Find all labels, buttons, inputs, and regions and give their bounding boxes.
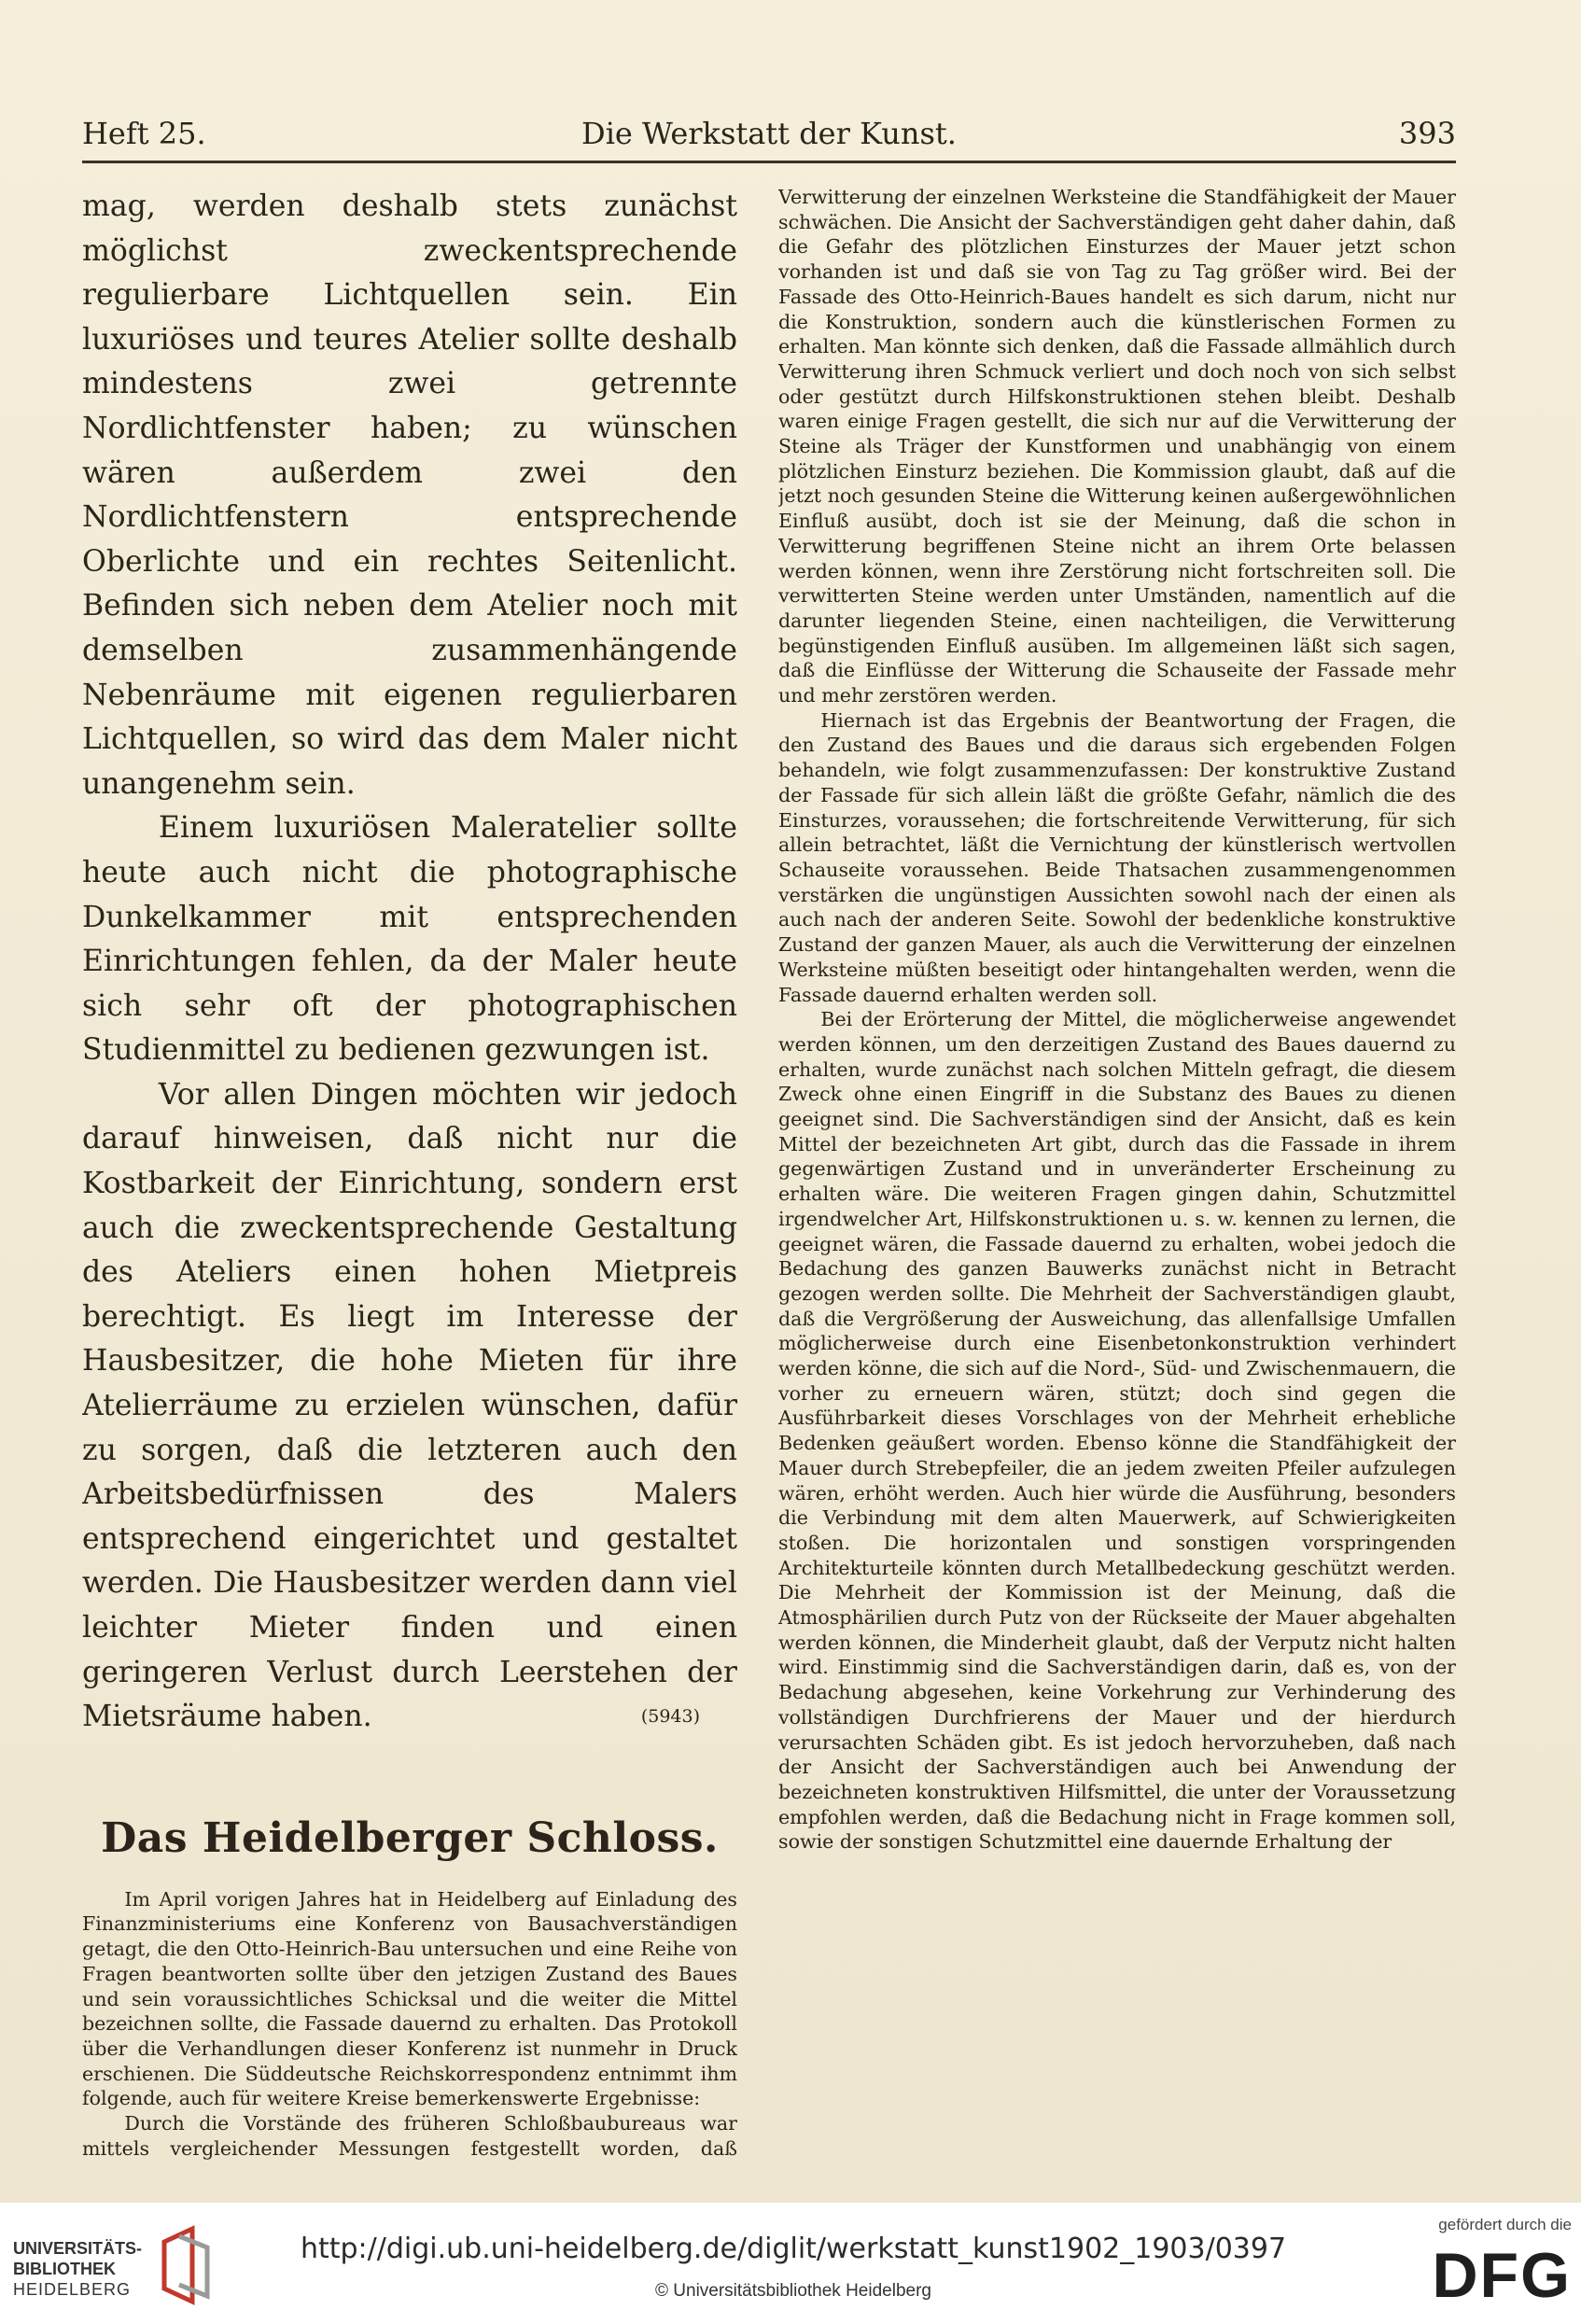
article-body [82,1887,737,2163]
issue-label: Heft 25. [82,116,206,151]
paragraph: Verwitterung der einzelnen Werksteine die Standfähigkeit der Mauer schwächen. Die Ansicht der Sachverständigen geht daher dahin, daß die Gefahr des plötzlichen Einsturzes der Mauer jetzt schon vorhanden ist und daß sie von Tag zu Tag größer wird. Bei der Fassade des Otto-Heinrich-Baues handelt es sich darum, nicht nur die Konstruktion, sondern auch die künstlerischen Formen zu erhalten. Man könnte sich denken, daß die Fassade allmählich durch Verwitterung ihren Schmuck verliert und doch noch von sich selbst oder gestützt durch Hilfskonstruktionen stehen bleibt. Deshalb waren einige Fragen gestellt, die sich nur auf die Verwitterung der Steine als Träger der Kunstformen und unabhängig von einem plötzlichen Einsturz beziehen. Die Kommission glaubt, daß auf die jetzt noch gesunden Steine die Witterung keinen außergewöhnlichen Einfluß ausübt, doch ist sie der Meinung, daß die schon in Verwitterung begriffenen Steine nicht an ihrem Orte belassen werden können, wenn ihre Zerstörung nicht fortschreiten soll. Die verwitterten Steine werden unter Umständen, namentlich auf die darunter liegenden Steine, einen nachteiligen, die Verwitterung begünstigenden Einfluß ausüben. Im allgemeinen läßt sich sagen, daß die Einflüsse der Witterung die Schauseite der Fassade mehr und mehr zerstören werden. [778,186,1456,707]
paragraph: Im April vorigen Jahres hat in Heidelberg auf Einladung des Finanzministeriums eine Konferenz von Bausachverständigen getagt, die den Otto-Heinrich-Bau untersuchen und eine Reihe von Fragen beantworten sollte über den jetzigen Zustand des Baues und sein voraussichtliches Schicksal und die weiter die Mittel bezeichnen sollte, die Fassade dauernd zu erhalten. Das Protokoll über die Verhandlungen dieser Konferenz ist nunmehr in Druck erschienen. Die Süddeutsche Reichskorrespondenz entnimmt ihm folgende, auch für weitere Kreise bemerkenswerte Ergebnisse: [82,1887,737,2110]
paragraph: Hiernach ist das Ergebnis der Beantwortung der Fragen, die den Zustand des Baues und die daraus sich ergebenden Folgen behandeln, wie folgt zusammenzufassen: Der konstruktive Zustand der Fassade für sich allein läßt die größte Gefahr, nämlich die des Einsturzes, voraussehen; die fortschreitende Verwitterung, für sich allein betrachtet, läßt die Vernichtung der künstlerisch wertvollen Schauseite voraussehen. Beide Thatsachen zusammengenommen verstärken die ungünstigen Aussichten sowohl nach der einen als auch nach der anderen Seite. Sowohl der bedenkliche konstruktive Zustand der ganzen Mauer, als auch die Verwitterung der einzelnen Werksteine müßten beseitigt oder hintangehalten werden, wenn die Fassade dauernd erhalten werden soll. [778,708,1456,1006]
paragraph: Bei der Erörterung der Mittel, die möglicherweise angewendet werden können, um den derzeitigen Zustand des Baues dauernd zu erhalten, wurde zunächst nach solchen Mitteln gefragt, die diesem Zweck ohne einen Eingriff in die Substanz des Baues zu dienen geeignet sind. Die Sachverständigen sind der Ansicht, daß es kein Mittel der bezeichneten Art gibt, durch das die Fassade in ihrem gegenwärtigen Zustand und in unveränderter Erscheinung zu erhalten wäre. Die weiteren Fragen gingen dahin, Schutzmittel irgendwelcher Art, Hilfskonstruktionen u. s. w. kennen zu lernen, die geeignet wären, die Fassade dauernd zu erhalten, wobei jedoch die Bedachung des ganzen Bauwerks zunächst nicht in Betracht gezogen werden sollte. Die Mehrheit der Sachverständigen glaubt, daß die Vergrößerung der Ausweichung, das allenfallsige Umfallen möglicherweise durch eine Eisenbetonkonstruktion verhindert werden könne, die sich auf die Nord-, Süd- und Zwischenmauern, die vorher zu erneuern wären, stützt; doch sind gegen die Ausführbarkeit dieses Vorschlages von der Mehrheit erhebliche Bedenken geäußert worden. Ebenso könne die Standfähigkeit der Mauer durch Strebepfeiler, die an jedem zweiten Pfeiler aufzulegen wären, erhöht werden. Auch hier würde die Ausführung, besonders die Verbindung mit dem alten Mauerwerk, auf Schwierigkeiten stoßen. Die horizontalen und sonstigen vorspringenden Architekturteile könnten durch Metallbedeckung geschützt werden. Die Mehrheit der Kommission ist der Meinung, daß die Atmosphärilien durch Putz von der Rückseite der Mauer abgehalten werden können, die Minderheit glaubt, daß der Verputz nicht halten wird. Einstimmig sind die Sachverständigen darin, daß es, von der Bedachung abgesehen, keine Vorkehrung zur Verhinderung des vollständigen Durchfrierens der Mauer und der hierdurch verursachten Schäden gibt. Es ist jedoch hervorzuheben, daß nach der Ansicht der Sachverständigen auch bei Anwendung der bezeichneten konstruktiven Hilfsmittel, die unter der Voraussetzung empfohlen werden, daß die Bedachung nicht in Frage kommen soll, sowie der sonstigen Schutzmittel eine dauernde Erhaltung der [778,1008,1456,1854]
left-column [82,185,737,2163]
library-logo[interactable] [13,2223,330,2307]
paragraph: Einem luxuriösen Maleratelier sollte heute auch nicht die photographische Dunkelkammer mit entsprechenden Einrichtungen fehlen, da der Maler heute sich sehr oft der photographischen Studienmittel zu bedienen gezwungen ist. [82,811,737,1068]
page-number: 393 [1398,116,1456,151]
reference-number: (5943) [640,1706,700,1728]
library-name [13,2238,153,2300]
paragraph: Durch die Vorstände des früheren Schloßbaubureaus war mittels vergleichender Messungen festgestellt worden, daß [82,2112,737,2160]
footer-bar [0,2203,1581,2324]
article-body-continued [778,185,1456,1855]
library-name-line: UNIVERSITÄTS- [13,2239,143,2258]
right-column [778,185,1456,2173]
funding-note: gefördert durch die [1438,2216,1572,2233]
paragraph: mag, werden deshalb stets zunächst möglichst zweckentsprechende regulierbare Lichtquellen sein. Ein luxuriöses und teures Atelier sollte deshalb mindestens zwei getrennte Nordlichtfenster haben; zu wünschen wären außerdem zwei den Nordlichtfenstern entsprechende Oberlichte und ein rechtes Seitenlicht. Befinden sich neben dem Atelier noch mit demselben zusammenhängende Nebenräume mit eigenen regulierbaren Lichtquellen, so wird das dem Maler nicht unangenehm sein. [82,189,737,801]
paragraph [82,1073,737,1740]
permalink-url[interactable]: http://digi.ub.uni-heidelberg.de/diglit/werkstatt_kunst1902_1903/0397 [300,2233,1287,2265]
paragraph-text: Vor allen Dingen möchten wir jedoch darauf hinweisen, daß nicht nur die Kostbarkeit der Einrichtung, sondern erst auch die zweckentsprechende Gestaltung des Ateliers einen hohen Mietpreis berechtigt. Es liegt im Interesse der Hausbesitzer, die hohe Mieten für ihre Atelierräume zu erzielen wünschen, dafür zu sorgen, daß die letzteren auch den Arbeitsbedürfnissen des Malers entsprechend eingerichtet und gestaltet werden. Die Hausbesitzer werden dann viel leichter Mieter finden und einen geringeren Verlust durch Leerstehen der Mietsräume haben. [82,1077,737,1734]
copyright-notice: © Universitätsbibliothek Heidelberg [655,2281,931,2301]
library-name-line: HEIDELBERG [13,2280,132,2299]
dfg-logo: DFG [1432,2240,1572,2311]
article-title: Das Heidelberger Schloss. [101,1813,719,1862]
continued-article [82,185,737,1740]
journal-title: Die Werkstatt der Kunst. [581,116,957,151]
library-name-line: BIBLIOTHEK [13,2260,116,2278]
dfg-funding[interactable] [1394,2216,1572,2318]
page-header [82,110,1456,157]
header-rule [82,161,1456,163]
ub-heidelberg-logo-icon [157,2223,213,2307]
